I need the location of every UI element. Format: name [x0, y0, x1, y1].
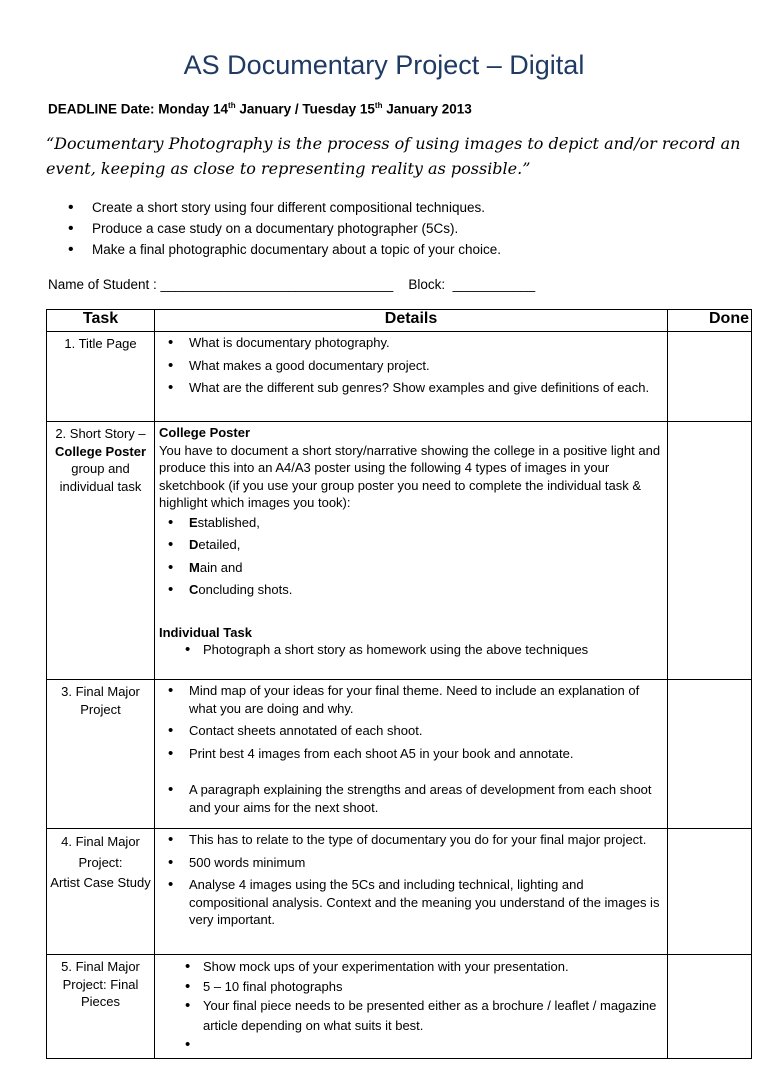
details-cell — [155, 422, 668, 680]
task-cell: 2. Short Story – College Poster group and individual task — [47, 422, 155, 680]
subheading: Individual Task — [159, 624, 252, 640]
table-header-row — [47, 310, 752, 332]
header-details: Details — [155, 310, 668, 332]
definition-quote: “Documentary Photography is the process of using images to depict and/or record an event, keeping as close to representing reality as possible.” — [46, 134, 741, 178]
list-item: • A paragraph explaining the strengths and areas of development from each shoot and your aims for the next shoot. — [159, 781, 663, 816]
done-cell[interactable] — [668, 422, 752, 680]
table-row — [47, 680, 752, 829]
page-title: AS Documentary Project – Digital — [183, 50, 585, 80]
done-cell[interactable] — [668, 680, 752, 829]
table-row — [47, 332, 752, 422]
list-item: • Analyse 4 images using the 5Cs and including technical, lighting and compositional analysis. Context and the meaning you understand of the images is very important. — [159, 876, 663, 929]
header-task: Task — [47, 310, 155, 332]
done-cell[interactable] — [668, 332, 752, 422]
list-item: • This has to relate to the type of documentary you do for your final major project. — [159, 831, 663, 849]
done-cell[interactable] — [668, 955, 752, 1059]
list-item: • 5 – 10 final photographs — [159, 977, 663, 997]
list-item: • Photograph a short story as homework using the above techniques — [159, 641, 663, 659]
list-item — [159, 1035, 663, 1055]
list-item: • Produce a case study on a documentary photographer (5Cs). — [48, 218, 501, 239]
list-item: • What makes a good documentary project. — [159, 357, 663, 375]
list-item: • Create a short story using four different compositional techniques. — [48, 197, 501, 218]
header-done: Done — [668, 310, 752, 332]
list-item: • Contact sheets annotated of each shoot. — [159, 722, 663, 740]
list-item: • 500 words minimum — [159, 854, 663, 872]
table-row — [47, 955, 752, 1059]
list-item: • Print best 4 images from each shoot A5 in your book and annotate. — [159, 745, 663, 763]
details-cell — [155, 829, 668, 955]
deadline-line: DEADLINE Date: Monday 14th January / Tuesday 15th January 2013 — [48, 101, 472, 117]
list-item: • What is documentary photography. — [159, 334, 663, 352]
list-item: • Show mock ups of your experimentation with your presentation. — [159, 957, 663, 977]
list-item: • Make a final photographic documentary about a topic of your choice. — [48, 239, 501, 260]
task-cell: 1. Title Page — [47, 332, 155, 422]
subheading: College Poster — [159, 425, 251, 440]
task-cell: 5. Final Major Project: Final Pieces — [47, 955, 155, 1059]
list-item: • Main and — [159, 559, 663, 577]
details-cell — [155, 680, 668, 829]
table-row — [47, 829, 752, 955]
done-cell[interactable] — [668, 829, 752, 955]
task-cell: 4. Final Major Project: Artist Case Study — [47, 829, 155, 955]
list-item: • What are the different sub genres? Show examples and give definitions of each. — [159, 379, 663, 397]
list-item: • Mind map of your ideas for your final theme. Need to include an explanation of what you are doing and why. — [159, 682, 663, 717]
task-table — [46, 309, 752, 1059]
list-item: • Concluding shots. — [159, 581, 663, 599]
details-cell — [155, 332, 668, 422]
student-name-block-line: Name of Student : _______________________________ Block: ___________ — [48, 277, 536, 292]
list-item: • Established, — [159, 514, 663, 532]
table-row — [47, 422, 752, 680]
intro-bullet-list — [48, 197, 501, 260]
paragraph: You have to document a short story/narrative showing the college in a positive light and produce this into an A4/A3 poster using the following 4 types of images in your sketchbook (if you use your group poster you need to complete the individual task & highlight which images you took): — [159, 442, 661, 510]
task-cell: 3. Final Major Project — [47, 680, 155, 829]
list-item: • Your final piece needs to be presented either as a brochure / leaflet / magazine article depending on what suits it best. — [159, 996, 663, 1035]
list-item: • Detailed, — [159, 536, 663, 554]
details-cell — [155, 955, 668, 1059]
